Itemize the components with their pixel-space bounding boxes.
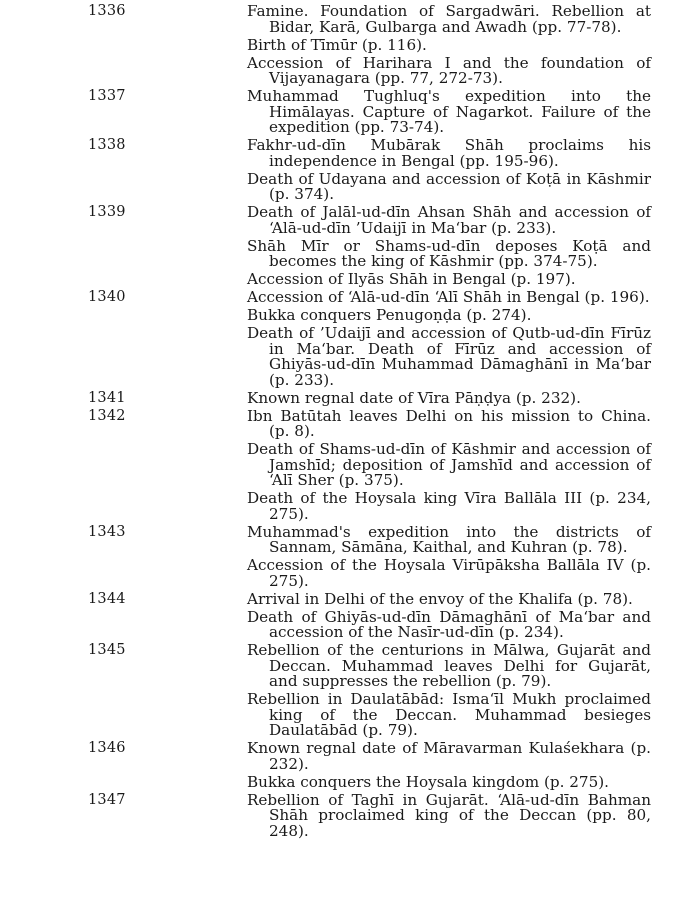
year-label: 1337 (88, 88, 126, 104)
event-list (247, 589, 651, 644)
event-text: Bukka conquers the Hoysala kingdom (p. 275). (247, 772, 609, 791)
year-label: 1343 (88, 523, 126, 540)
event-text: Accession of ‘Alā-ud-dīn ‘Alī Shāh in Bengal (p. 196). (247, 288, 650, 306)
event-text: Arrival in Delhi of the envoy of the Khalifa (p. 78). (247, 589, 633, 608)
chronology-entry (0, 138, 679, 205)
year-label: 1339 (88, 204, 126, 220)
chronology-entry (0, 522, 679, 592)
event-text: Death of the Hoysala king Vīra Ballāla III (p. 234, 275). (247, 489, 651, 523)
chronology-entry (0, 290, 679, 391)
event-text: Rebellion of Taghī in Gujarāt. ‘Alā-ud-dīn Bahman Shāh proclaimed king of the Deccan (pp. 80, 248). (247, 790, 651, 840)
event-text: Fakhr-ud-dīn Mubārak Shāh proclaims his independence in Bengal (pp. 195-96). (247, 136, 651, 170)
year-label: 1346 (88, 740, 126, 756)
year-label: 1336 (88, 3, 126, 19)
event-list (247, 388, 651, 409)
event-text: Birth of Tīmūr (p. 116). (247, 35, 427, 54)
event-list (247, 406, 651, 525)
event-list (247, 522, 651, 592)
event-text: Muhammad Tughluq's expedition into the Himālayas. Capture of Nagarkot. Failure of the expedition (pp. 73-74). (247, 87, 651, 136)
event-list (247, 643, 651, 741)
chronology-entry (0, 89, 679, 138)
event-list (247, 741, 651, 793)
year-label: 1338 (88, 137, 126, 153)
chronology-entry (0, 4, 679, 89)
event-list (247, 4, 651, 89)
event-text: Death of Udayana and accession of Koṭā in Kāshmir (p. 374). (247, 169, 651, 203)
event-text: Death of Shams-ud-dīn of Kāshmir and accession of Jamshīd; deposition of Jamshīd and accession of ‘Alī Sher (p. 375). (247, 440, 651, 489)
event-text: Known regnal date of Vīra Pāṇḍya (p. 232). (247, 388, 581, 407)
event-text: Death of Jalāl-ud-dīn Ahsan Shāh and accession of ‘Alā-ud-dīn ’Udaijī in Ma‘bar (p. 233). (247, 203, 651, 237)
chronology-entry (0, 741, 679, 793)
event-text: Death of ’Udaijī and accession of Qutb-ud-dīn Fīrūz in Ma‘bar. Death of Fīrūz and accession of Ghiyās-ud-dīn Muhammad Dāmaghānī in Ma‘bar (p. 233). (247, 324, 651, 389)
year-label: 1340 (88, 289, 126, 305)
event-text: Famine. Foundation of Sargadwāri. Rebellion at Bidar, Karā, Gulbarga and Awadh (pp. 77-78). (247, 2, 651, 36)
chronology-entry (0, 790, 679, 842)
event-list (247, 290, 651, 391)
chronology-entry (0, 589, 679, 644)
event-text: Ibn Batūtah leaves Delhi on his mission to China. (p. 8). (247, 406, 651, 440)
event-text: Accession of Ilyās Shāh in Bengal (p. 197). (247, 270, 576, 288)
chronology-entry (0, 205, 679, 290)
year-label: 1341 (88, 389, 126, 406)
event-list (247, 205, 651, 290)
event-list (247, 89, 651, 138)
chronology-entry (0, 388, 679, 409)
event-list (247, 138, 651, 205)
event-list (247, 790, 651, 842)
year-label: 1347 (88, 791, 126, 808)
event-text: Accession of the Hoysala Virūpāksha Ballāla IV (p. 275). (247, 556, 651, 590)
chronology-entry (0, 643, 679, 741)
year-label: 1344 (88, 590, 126, 607)
year-label: 1345 (88, 642, 126, 658)
event-text: Muhammad's expedition into the districts of Sannam, Sāmāna, Kaithal, and Kuhran (p. 78). (247, 522, 651, 556)
chronology-page (0, 4, 679, 842)
event-text: Rebellion of the centurions in Mālwa, Gujarāt and Deccan. Muhammad leaves Delhi for Gujarāt, and suppresses the rebellion (p. 79). (247, 641, 651, 690)
event-text: Shāh Mīr or Shams-ud-dīn deposes Koṭā and becomes the king of Kāshmir (pp. 374-75). (247, 236, 651, 270)
year-label: 1342 (88, 407, 126, 424)
event-text: Death of Ghiyās-ud-dīn Dāmaghānī of Ma‘bar and accession of the Nasīr-ud-dīn (p. 234). (247, 607, 651, 641)
event-text: Bukka conquers Penugoṇḍa (p. 274). (247, 306, 532, 324)
event-text: Known regnal date of Māravarman Kulaśekhara (p. 232). (247, 739, 651, 773)
event-text: Rebellion in Daulatābād: Isma‘īl Mukh proclaimed king of the Deccan. Muhammad besieges Daulatābād (p. 79). (247, 690, 651, 739)
event-text: Accession of Harihara I and the foundation of Vijayanagara (pp. 77, 272-73). (247, 53, 651, 87)
chronology-entry (0, 406, 679, 525)
